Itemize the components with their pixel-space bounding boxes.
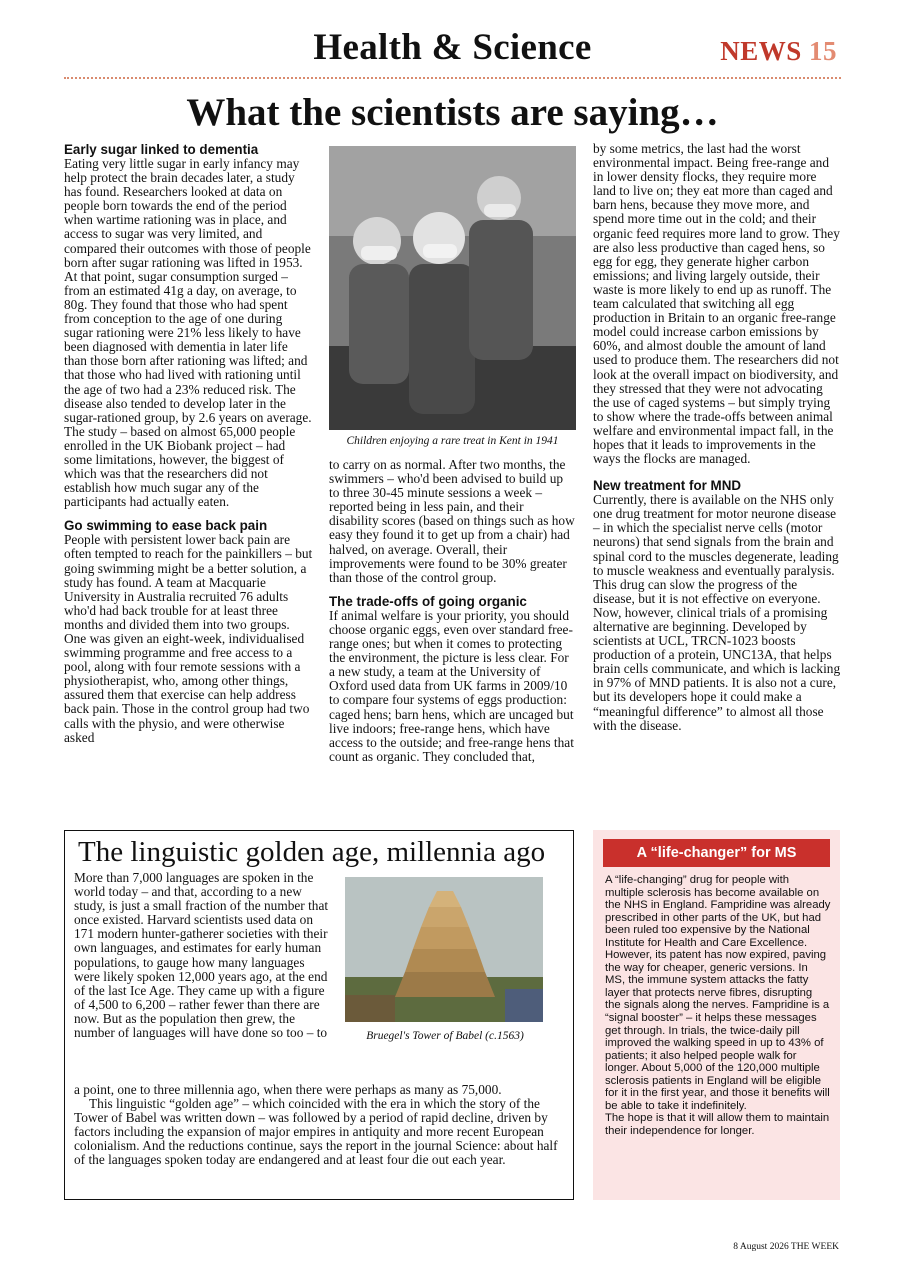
news-label: NEWS xyxy=(720,36,802,66)
linguistic-body-2: This linguistic “golden age” – which coincided with the era in which the story of the Tower of Babel was written down – was followed by a period of rapid decline, driven by factors including the expansion of major empires in antiquity and more recent European colonialism. And the reductions continue, says the report in the journal Science: about half of the languages spoken today are endangered and at least four die out each year. xyxy=(74,1096,558,1168)
ms-heading: A “life-changer” for MS xyxy=(603,839,830,867)
story-body-sugar: Eating very little sugar in early infancy may help protect the brain decades later, a study has found. Researchers looked at data on people born towards the end of the period when wartime rationing was in place, and access to sugar was very limited, and compared their outcomes with those of people born after sugar rationing was lifted in 1953. At that point, sugar consumption surged – from an estimated 41g a day, on average, to 80g. They found that those who had spent from conception to the age of one during sugar rationing were 21% less likely to have been diagnosed with dementia in later life than those born after rationing was lifted; and that those who had lived with rationing until the age of two had a 23% reduced risk. The disease also tended to develop later in the sugar-rationed group, by 2.6 years on average. The study – based on almost 65,000 people enrolled in the UK Biobank project – had some limitations, however, the biggest of which was that the researchers did not establish how much sugar any of the participants had actually eaten. xyxy=(64,156,312,510)
ms-body-2: The hope is that it will allow them to maintain their independence for longer. xyxy=(605,1112,830,1137)
linguistic-body-1: More than 7,000 languages are spoken in the world today – and that, according to a new study, is just a small fraction of the number that once existed. Harvard scientists used data on 171 modern hunter-gatherer societies with their own languages, and estimates for early human populations, to gauge how many languages were likely spoken 12,000 years ago, at the end of the last Ice Age. They came up with a figure of 4,500 to 6,200 – rather fewer than there are now. But as the population then grew, the number of languages will have done so too – to xyxy=(74,870,329,1041)
tower-of-babel-painting xyxy=(345,877,543,1022)
column-3 xyxy=(593,142,841,733)
ms-body: A “life-changing” drug for people with multiple sclerosis has become available on the NHS in England. Fampridine was already prescribed in other parts of the UK, but had been ruled too expensive by the National Institute for Health and Care Excellence. However, its patent has now expired, paving the way for cheaper, generic versions. In MS, the immune system attacks the fatty layer that protects nerve fibres, disrupting the signals along the nerves. Fampridine is a “signal booster” – it helps these messages get through. In trials, the twice-daily pill improved the walking speed in up to 43% of patients; it also helped people walk for longer. About 5,000 of the 120,000 multiple sclerosis patients in England will be eligible for it in the first year, and those it benefits will be able to take it indefinitely. xyxy=(605,874,831,1112)
ms-body-wrap xyxy=(605,874,831,1137)
story-body-mnd: Currently, there is available on the NHS only one drug treatment for motor neurone disease – in which the specialist nerve cells (motor neurons) that send signals from the brain and spinal cord to the muscles degenerate, leading to muscle weakness and eventually paralysis. This drug can slow the progress of the disease, but it is not effective on everyone. Now, however, clinical trials of a promising alternative are beginning. Developed by scientists at UCL, TRCN-1023 boosts production of a protein, UNC13A, that helps brain cells communicate, and which is lacking in 97% of MND patients. It is also not a cure, but its developers hope it could make a “meaningful difference” to almost all those with the disease. xyxy=(593,492,841,733)
story-heading-organic: The trade-offs of going organic xyxy=(329,593,527,609)
section-title: Health & Science xyxy=(313,27,592,68)
children-photo xyxy=(329,146,576,430)
story-body-organic: If animal welfare is your priority, you should choose organic eggs, even over standard free-range ones; but when it comes to protecting the environment, the picture is less clear. For a new study, a team at the University of Oxford used data from UK farms in 2009/10 to compare four systems of eggs production: caged hens; barn hens, which are uncaged but live indoors; free-range hens, which have access to the outside; and free-range hens that count as organic. They concluded that, xyxy=(329,607,574,764)
linguistic-text-wrap xyxy=(74,871,332,1040)
news-page-label xyxy=(720,36,837,67)
linguistic-title: The linguistic golden age, millennia ago xyxy=(78,836,546,868)
linguistic-text-full xyxy=(74,1083,566,1168)
tower-of-babel-illustration xyxy=(345,877,543,1022)
page-number: 15 xyxy=(809,36,837,66)
linguistic-body-1-end: a point, one to three millennia ago, when there were perhaps as many as 75,000. xyxy=(74,1082,502,1097)
photo-caption: Children enjoying a rare treat in Kent in 1941 xyxy=(346,435,559,447)
page-headline: What the scientists are saying… xyxy=(186,91,719,134)
children-photo-illustration xyxy=(329,146,576,430)
babel-caption: Bruegel's Tower of Babel (c.1563) xyxy=(366,1030,524,1042)
story-body-swimming-cont: to carry on as normal. After two months, the swimmers – who'd been advised to build up to three 30-45 minute sessions a week – reported being in less pain, and their disability scores (based on things such as how easy they found it to get up from a chair) had halved, on average. Overall, their improvements were found to be 30% greater than those of the control group. xyxy=(329,457,575,585)
column-1 xyxy=(64,142,314,745)
story-heading-mnd: New treatment for MND xyxy=(593,478,742,494)
story-body-organic-cont: by some metrics, the last had the worst environmental impact. Being free-range and in lower density flocks, they require more land to live on; they eat more than caged and barn hens, because they move more, and spend more time out in the cold; and their organic feed requires more land to grow. They are also less productive than caged hens, so egg for egg, they generate higher carbon emissions; and living largely outside, their waste is more likely to end up as runoff. The team calculated that switching all egg production in Britain to an organic free-range model could increase carbon emissions by 60%, and almost double the amount of land used to produce them. The researchers did not look at the overall impact on biodiversity, and they stressed that they were not advocating the use of caged systems – but simply trying to show where the trade-offs between animal welfare and environmental impact fall, in the hopes that it leads to improvements in the ways the flocks are managed. xyxy=(593,141,840,467)
dotted-rule xyxy=(64,77,841,79)
column-2 xyxy=(329,458,576,764)
story-heading-sugar: Early sugar linked to dementia xyxy=(64,142,259,157)
page-footer: 8 August 2026 THE WEEK xyxy=(733,1242,839,1252)
story-body-swimming: People with persistent lower back pain are often tempted to reach for the painkillers – but going swimming might be a better solution, a study has found. A team at Macquarie University in Australia recruited 76 adults who'd had back trouble for at least three months and divided them into two groups. One was given an eight-week, individualised swimming programme and free access to a pool, along with four remote sessions with a physiotherapist, who, among other things, assured them that exercise can help address back pain. Those in the control group had two calls with the physio, and were otherwise asked xyxy=(64,532,313,745)
story-heading-swimming: Go swimming to ease back pain xyxy=(64,518,268,534)
